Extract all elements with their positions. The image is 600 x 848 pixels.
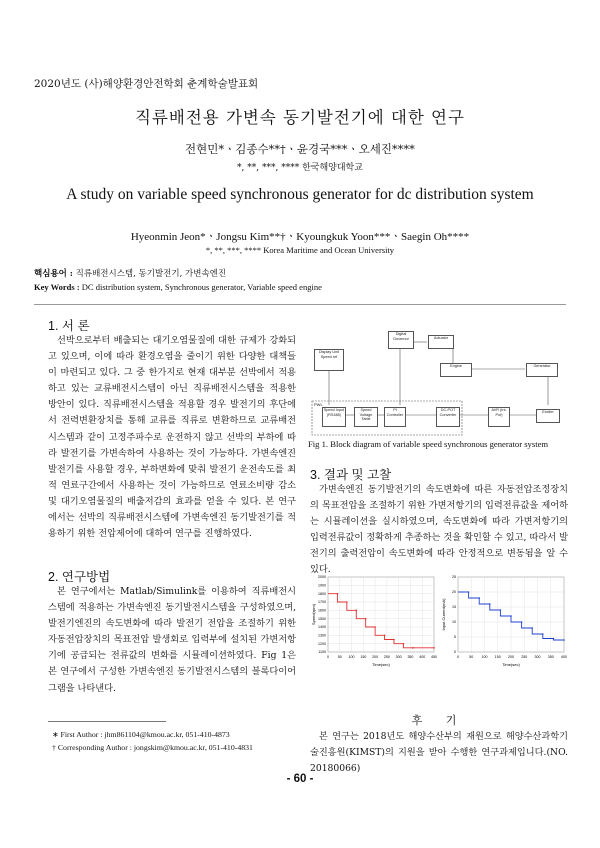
footnote-divider [48,721,166,722]
x-tick-label: 300 [534,655,541,659]
data-point [403,643,405,645]
x-tick-label: 450 [431,655,437,659]
affiliation-korean: *, **, ***, **** 한국해양대학교 [237,163,363,173]
affiliation-english: *, **, ***, **** Korea Maritime and Ocean University [205,245,395,255]
data-point [510,615,512,617]
data-point [521,621,523,623]
block-pi-controller: PI Controller [384,407,406,427]
y-tick-label: 1500 [318,616,326,621]
x-tick-label: 50 [469,655,474,659]
y-tick-label: 20 [452,590,456,595]
footnote-corresponding-author: † Corresponding Author : jongskim@kmou.ac.kr, 051-410-4831 [52,743,253,752]
keywords-korean-label: 핵심용어 : [34,269,73,279]
x-tick-label: 100 [481,655,488,659]
section2-body: 본 연구에서는 Matlab/Simulink를 이용하여 직류배전시스템에 적용하는 가변속엔진 동기발전시스템을 구성하였으며, 발전기엔진의 속도변화에 따라 발전기 전압을 조절하기 위한 자동전압장치의 목표전압 발생회로 입력부에 설치된 가변저항기에 공급되는 전류값의 변화를 시뮬레이션하였다. Fig 1은 본 연구에서 구성한 가변속엔진 동기발전시스템의 블록다이어그램을 나타낸다. [48,586,296,694]
x-tick-label: 0 [457,655,459,659]
data-point [542,633,544,635]
data-point [365,618,367,620]
y-tick-label: 1300 [318,633,326,638]
y-tick-label: 10 [452,620,456,625]
x-tick-label: 400 [561,655,567,659]
y-axis-label: Input Current(mA) [441,598,446,631]
authors-english: Hyeonmin Jeon*ㆍJongsu Kim**†ㆍKyoungkuk Yoon***ㆍSaegin Oh**** [130,231,470,243]
x-tick-label: 150 [494,655,501,659]
y-tick-label: 0 [454,650,456,655]
x-tick-label: 150 [360,655,367,659]
block-speed-voltage-table: Speed Voltage Table [354,407,378,427]
footnote-first-author: ∗ First Author : jhm861104@kmou.ac.kr, 051-410-4873 [52,730,230,739]
x-tick-label: 200 [372,655,379,659]
section3-heading: 3. 결과 및 고찰 [310,468,392,482]
data-point [553,638,555,640]
x-tick-label: 350 [547,655,554,659]
block-pwl-label: PWL [314,402,323,407]
data-point [384,635,386,637]
y-axis-label: Speed(rpm) [311,603,316,626]
keywords-english [34,282,322,292]
data-point [337,593,339,595]
y-tick-label: 1100 [318,650,326,655]
figure1-block-diagram [308,325,566,447]
plot-area [328,577,434,652]
x-tick-label: 250 [383,655,390,659]
data-point [500,609,502,611]
y-tick-label: 5 [454,635,456,640]
section1-heading: 1. 서 론 [48,319,90,333]
keywords-korean-value: 직류배전시스템, 동기발전기, 가변속엔진 [75,269,227,279]
acknowledgement-heading: 후 기 [411,714,467,727]
data-point [531,627,533,629]
block-display-unit: Display Unit Speed ref [314,349,344,371]
data-point [346,601,348,603]
x-tick-label: 200 [508,655,514,659]
x-tick-label: 400 [419,655,426,659]
section3-body: 가변속엔진 동기발전기의 속도변화에 따른 자동전압조정장치의 목표전압을 조절하기 위한 가변저항기의 입력전류값을 제어하는 시뮬레이션을 실시하였으며, 속도변화에 따라 가변저항기의 입력전류값이 정확하게 추종하는 것을 확인할 수 있고, 따라서 발전기의 출력전압이 속도변화에 따라 안정적으로 변동됨을 알 수 있다. [310,484,568,576]
data-point [374,626,376,628]
x-tick-label: 300 [395,655,402,659]
y-tick-label: 1700 [318,600,326,605]
data-point [355,610,357,612]
y-tick-label: 1400 [318,625,326,630]
title-korean: 직류배전용 가변속 동기발전기에 대한 연구 [135,108,465,127]
y-tick-label: 2000 [318,575,326,580]
block-speed-input: Speed Input (RS485) [322,407,346,427]
x-tick-label: 100 [348,655,355,659]
x-tick-label: 50 [337,655,342,659]
conference-header: 2020년도 (사)해양환경안전학회 춘계학술발표회 [34,78,259,90]
x-axis-label: Time(sec) [372,662,390,667]
data-point [433,647,435,649]
section2-heading: 2. 연구방법 [48,570,111,584]
speed-chart [310,573,438,668]
figure1-caption: Fig 1. Block diagram of variable speed synchronous generator system [308,439,549,449]
block-exciter: Exciter [536,409,560,423]
keywords-english-value: DC distribution system, Synchronous generator, Variable speed engine [81,282,322,292]
keywords-korean [34,267,226,279]
acknowledgement-body: 본 연구는 2018년도 해양수산부의 재원으로 해양수산과학기술진흥원(KIMST)의 지원을 받아 수행한 연구과제입니다.(NO. 20180066) [310,731,568,774]
authors-korean: 전현민*ㆍ김종수**†ㆍ윤경국***ㆍ오세진**** [185,142,415,156]
y-tick-label: 15 [452,605,456,610]
x-tick-label: 350 [407,655,414,659]
section1-body: 선박으로부터 배출되는 대기오염물질에 대한 규제가 강화되고 있으며, 이에 따라 환경오염을 줄이기 위한 다양한 대책들이 마련되고 있다. 그 중 한가지로 현재 대부분 선박에서 적용하고 있는 교류배전시스템이 아닌 직류배전시스템을 적용한 방안이 있다. 직류배전시스템을 적용할 경우 발전기의 후단에서 전력변환장치를 통해 교류를 직류로 변환하므로 교류배전시스템과 같이 고정주파수로 운전하지 않고 선박의 부하에 따라 발전기를 가변속하여 사용하는 것이 가능하다. 가변속엔진 발전기를 사용할 경우, 부하변화에 맞춰 발전기 운전속도를 최적 연료구간에서 사용하는 것이 가능하므로 연료소비량 감소 및 대기오염물질의 배출저감의 효과를 얻을 수 있다. 본 연구에서는 선박의 직류배전시스템에 가변속엔진 동기발전기를 적용하기 위한 전압제어에 대하여 연구를 진행하였다. [48,335,296,540]
page-number: - 60 - [286,773,314,785]
data-point [563,639,565,641]
block-actuator: Actuator [428,335,454,349]
y-tick-label: 25 [452,575,456,580]
block-avr: AVR (Int. Pot) [488,407,510,427]
input-current-chart [440,573,568,668]
data-point [412,647,414,649]
y-tick-label: 1800 [318,591,326,596]
block-dc-pot-converter: DC-POT Converter [436,407,460,427]
data-point [468,591,470,593]
data-point [478,597,480,599]
header-divider [34,304,566,305]
x-axis-label: Time(sec) [502,662,520,667]
data-point [489,603,491,605]
block-engine: Engine [440,363,472,377]
y-tick-label: 1900 [318,583,326,588]
block-generator: Generator [526,363,558,377]
block-digital-governor: Digital Governor [388,331,414,349]
y-tick-label: 1200 [318,641,326,646]
x-tick-label: 0 [327,655,329,659]
keywords-english-label: Key Words : [34,282,80,292]
title-english: A study on variable speed synchronous generator for dc distribution system [66,186,534,203]
y-tick-label: 1600 [318,608,326,613]
x-tick-label: 250 [521,655,528,659]
data-point [393,639,395,641]
